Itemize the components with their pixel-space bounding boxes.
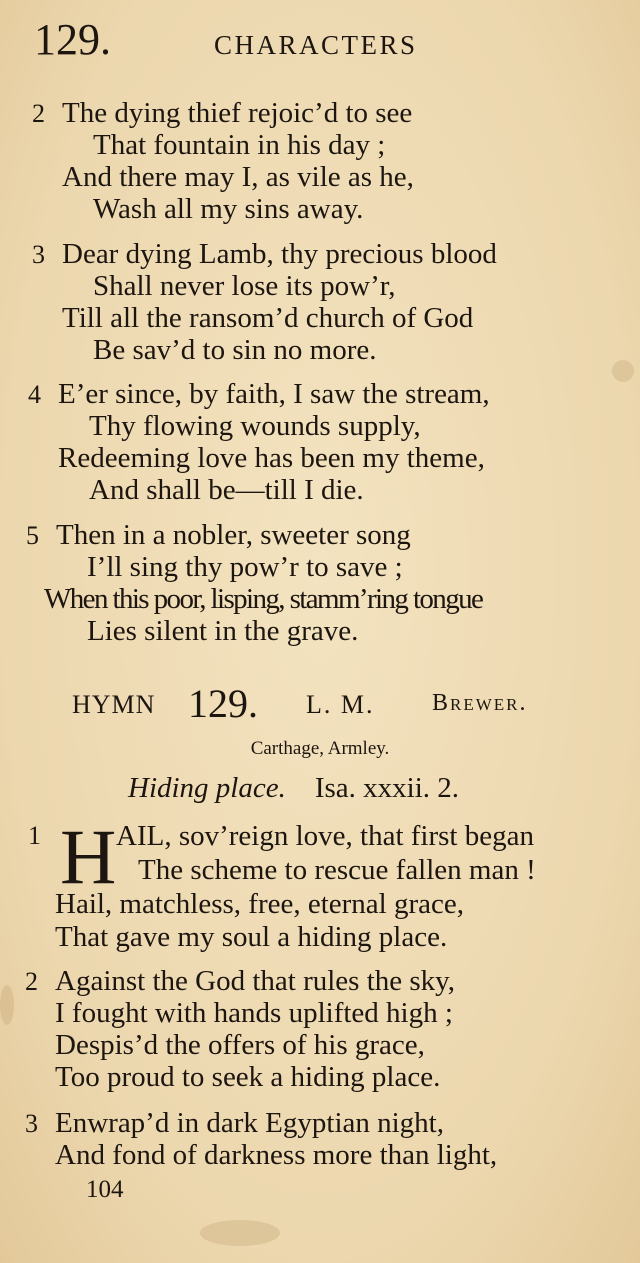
stanza-line: Be sav’d to sin no more. (93, 334, 377, 366)
scripture-reference: Isa. xxxii. 2. (314, 772, 460, 804)
stanza-line: Wash all my sins away. (93, 193, 364, 225)
stanza-line: Then in a nobler, sweeter song (56, 519, 411, 551)
stanza-number: 3 (25, 1109, 38, 1138)
footer-page-number: 104 (86, 1176, 124, 1203)
stanza-line: Till all the ransom’d church of God (62, 302, 474, 334)
stanza-line: And fond of darkness more than light, (55, 1139, 498, 1171)
stanza-line: I’ll sing thy pow’r to save ; (87, 551, 403, 583)
stanza-number: 5 (26, 521, 39, 550)
stanza-line: Thy flowing wounds supply, (89, 410, 421, 442)
stanza-line: E’er since, by faith, I saw the stream, (58, 378, 490, 410)
stanza-line: Against the God that rules the sky, (55, 965, 456, 997)
stanza-line: Too proud to seek a hiding place. (55, 1061, 441, 1093)
stanza-line: And shall be—till I die. (89, 474, 364, 506)
hymn-heading (72, 680, 632, 726)
header-title: CHARACTERS (214, 30, 418, 60)
stanza-line: The dying thief rejoic’d to see (62, 97, 413, 129)
drop-cap: H (60, 813, 117, 900)
hymn-author: Brewer. (432, 690, 528, 716)
paper-stain (612, 360, 634, 382)
stanza-line: Shall never lose its pow’r, (93, 270, 396, 302)
stanza-line: Lies silent in the grave. (87, 615, 359, 647)
stanza-line: The scheme to rescue fallen man ! (138, 854, 536, 886)
stanza-line: When this poor, lisping, stamm’ring tongue (44, 583, 483, 615)
paper-stain (0, 985, 14, 1025)
stanza-line: AIL, sov’reign love, that first began (116, 820, 534, 852)
stanza-number: 3 (32, 240, 45, 269)
stanza-line: Hail, matchless, free, eternal grace, (55, 888, 465, 920)
stanza-line: That gave my soul a hiding place. (55, 921, 448, 953)
stanza-line: Enwrap’d in dark Egyptian night, (55, 1107, 444, 1139)
stanza-line: That fountain in his day ; (93, 129, 386, 161)
stanza-line: Despis’d the offers of his grace, (55, 1029, 425, 1061)
subject-title: Hiding place. (128, 772, 286, 804)
hymn-number: 129. (188, 681, 258, 726)
stanza-number: 2 (32, 99, 45, 128)
stanza-line: Dear dying Lamb, thy precious blood (62, 238, 497, 270)
paper-stain (200, 1220, 280, 1246)
stanza-line: I fought with hands uplifted high ; (55, 997, 453, 1029)
stanza-number: 2 (25, 967, 38, 996)
hymn-meter: L. M. (306, 690, 375, 719)
hymn-tunes: Carthage, Armley. (250, 738, 390, 759)
header-page-number: 129. (34, 15, 111, 64)
subject-spacer (293, 772, 308, 804)
hymn-subject (128, 772, 459, 805)
stanza-line: And there may I, as vile as he, (62, 161, 414, 193)
stanza-line: Redeeming love has been my theme, (58, 442, 485, 474)
stanza-number: 4 (28, 380, 41, 409)
stanza-number: 1 (28, 821, 41, 850)
hymn-label: HYMN (72, 690, 156, 719)
